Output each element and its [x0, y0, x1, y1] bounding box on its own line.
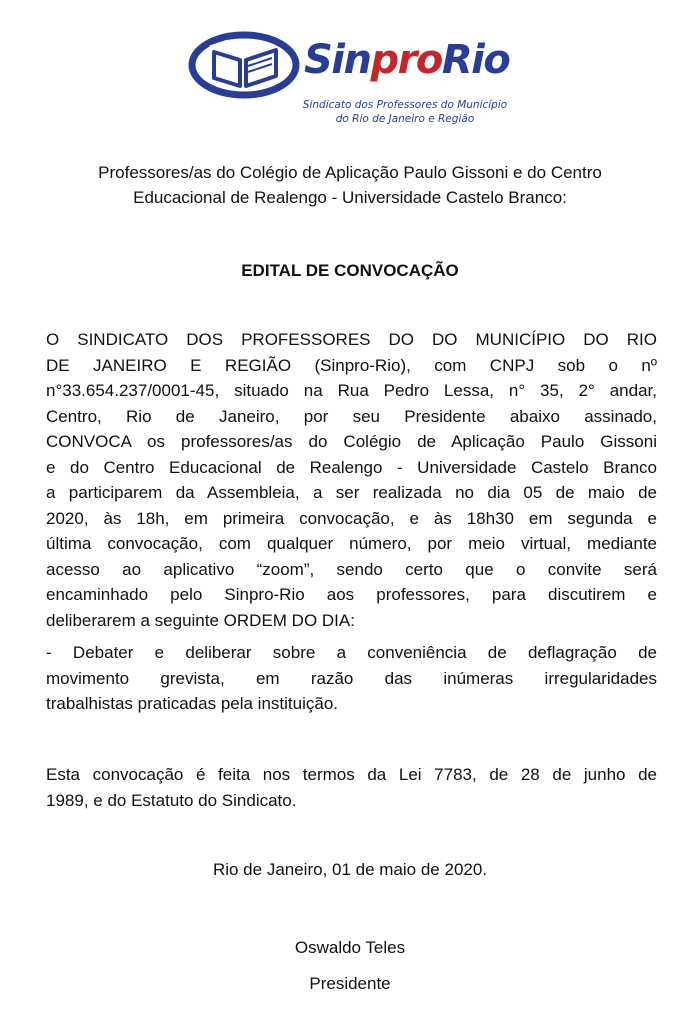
- paragraph-line: acesso ao aplicativo “zoom”, sendo certo que o convite será: [46, 559, 657, 579]
- logo-subtitle: [300, 98, 510, 126]
- sinpro-rio-logo: [188, 26, 518, 130]
- paragraph-line: deliberarem a seguinte ORDEM DO DIA:: [46, 610, 355, 630]
- document-title: EDITAL DE CONVOCAÇÃO: [241, 261, 459, 280]
- logo-wordmark: [304, 37, 510, 83]
- paragraph-line: Centro, Rio de Janeiro, por seu Presidente abaixo assinado,: [46, 406, 657, 426]
- paragraph-line: trabalhistas praticadas pela instituição.: [46, 694, 338, 713]
- logo-wordmark-rio: Rio: [441, 37, 510, 83]
- paragraph-line: DE JANEIRO E REGIÃO (Sinpro-Rio), com CNPJ sob o nº: [46, 355, 657, 375]
- legal-basis-paragraph: [46, 762, 657, 813]
- logo-wordmark-sin: Sin: [304, 37, 371, 83]
- signer-name: Oswaldo Teles: [294, 938, 406, 957]
- paragraph-line: 1989, e do Estatuto do Sindicato.: [46, 790, 297, 810]
- convocation-paragraph: [46, 327, 657, 633]
- logo-subtitle-line-1: Sindicato dos Professores do Município: [302, 99, 508, 111]
- signer-role: Presidente: [309, 974, 391, 993]
- paragraph-line: encaminhado pelo Sinpro-Rio aos professores, para discutirem e: [46, 585, 657, 604]
- paragraph-line: e do Centro Educacional de Realengo - Universidade Castelo Branco: [46, 457, 657, 477]
- addressee-line-1: Professores/as do Colégio de Aplicação Paulo Gissoni e do Centro: [98, 163, 602, 182]
- addressee-line-2: Educacional de Realengo - Universidade Castelo Branco:: [133, 188, 567, 207]
- paragraph-line: - Debater e deliberar sobre a conveniência de deflagração de: [46, 643, 657, 662]
- paragraph-line: O SINDICATO DOS PROFESSORES DO DO MUNICÍPIO DO RIO: [46, 330, 657, 349]
- logo-wordmark-pro: pro: [370, 37, 442, 83]
- place-and-date: Rio de Janeiro, 01 de maio de 2020.: [212, 860, 488, 879]
- addressee-heading: [40, 160, 660, 210]
- paragraph-line: última convocação, com qualquer número, por meio virtual, mediante: [46, 534, 657, 553]
- logo-subtitle-line-2: do Rio de Janeiro e Região: [335, 113, 475, 125]
- paragraph-line: 2020, às 18h, em primeira convocação, e às 18h30 em segunda e: [46, 508, 657, 528]
- signature-block: [40, 930, 660, 1002]
- paragraph-line: movimento grevista, em razão das inúmeras irregularidades: [46, 668, 657, 688]
- paragraph-line: CONVOCA os professores/as do Colégio de Aplicação Paulo Gissoni: [46, 432, 657, 451]
- paragraph-line: Esta convocação é feita nos termos da Lei 7783, de 28 de junho de: [46, 765, 657, 784]
- open-book-logo-icon: [188, 30, 300, 100]
- paragraph-line: a participarem da Assembleia, a ser realizada no dia 05 de maio de: [46, 483, 657, 502]
- paragraph-line: n°33.654.237/0001-45, situado na Rua Pedro Lessa, n° 35, 2° andar,: [46, 381, 657, 400]
- agenda-paragraph: [46, 640, 657, 717]
